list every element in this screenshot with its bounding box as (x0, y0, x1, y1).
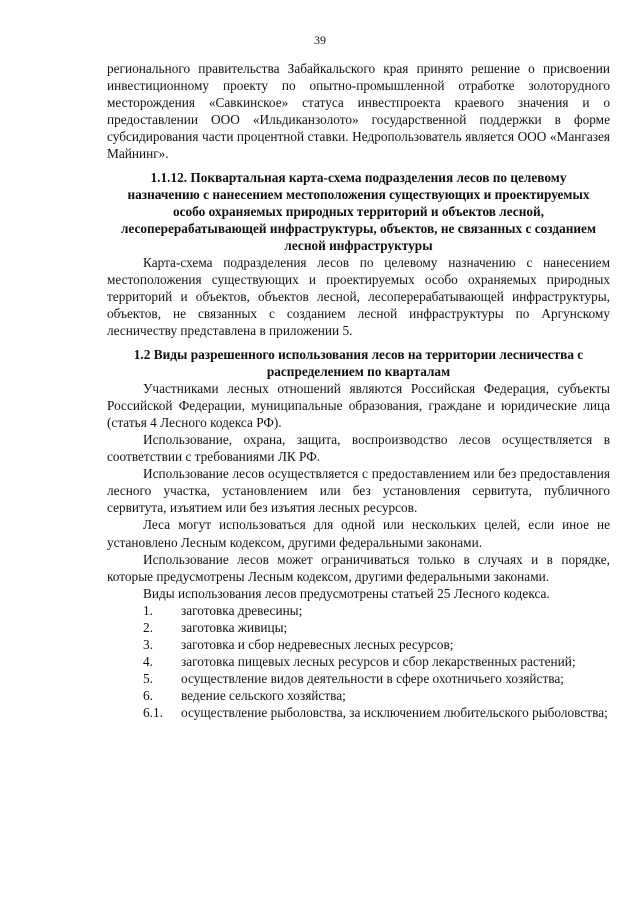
list-item (107, 636, 610, 653)
list-item-number: 6. (143, 688, 153, 704)
list-item (107, 670, 610, 687)
paragraph-usage-types: Виды использования лесов предусмотрены статьей 25 Лесного кодекса. (143, 585, 550, 601)
list-item-number: 3. (143, 637, 153, 653)
paragraph-usage-conditions: Использование лесов осуществляется с предоставлением или без предоставления лесного участка, установлением или без установления сервитута, публичного сервитута, изъятием или без изъятия лесных ресурсов. (107, 466, 610, 516)
list-item-text: заготовка пищевых лесных ресурсов и сбор лекарственных растений; (181, 654, 576, 670)
list-item (107, 653, 610, 670)
list-item (107, 602, 610, 619)
list-item-number: 6.1. (143, 705, 163, 721)
list-item-number: 2. (143, 620, 153, 635)
list-item (107, 704, 610, 721)
paragraph-usage-protection: Использование, охрана, защита, воспроизводство лесов осуществляется в соответствии с требованиями ЛК РФ. (107, 431, 610, 465)
section-1-1-12-paragraph: Карта-схема подразделения лесов по целевому назначению с нанесением местоположения существующих и проектируемых особо охраняемых природных территорий и объектов, объектов лесной, лесоперерабатывающей инфраструктуры, объектов, не связанных с созданием лесной инфраструктуры по Аргунскому лесничеству представлена в приложении 5. (107, 255, 610, 339)
list-item-text: заготовка и сбор недревесных лесных ресурсов; (181, 637, 454, 653)
intro-paragraph: регионального правительства Забайкальского края принято решение о присвоении инвестиционному проекту по опытно-промышленной отработке золоторудного месторождения «Савкинское» статуса инвестпроекта краевого значения и о предоставлении ООО «Ильдиканзолото» государственной поддержки в форме субсидирования части процентной ставки. Недропользователь является ООО «Мангазея Майнинг». (107, 61, 610, 162)
list-item-number: 1. (143, 602, 153, 618)
paragraph-restrictions: Использование лесов может ограничиваться только в случаях и в порядке, которые предусмотрены Лесным кодексом, другими федеральными законами. (107, 551, 610, 584)
page-content (107, 60, 610, 722)
list-item-text: ведение сельского хозяйства; (181, 688, 346, 704)
list-item (107, 687, 610, 704)
list-item-text: осуществление видов деятельности в сфере охотничьего хозяйства; (181, 671, 564, 687)
list-item (107, 619, 610, 636)
list-item-number: 5. (143, 671, 153, 687)
list-item-text: осуществление рыболовства, за исключением любительского рыболовства; (181, 705, 608, 721)
list-item-text: заготовка древесины; (181, 602, 303, 618)
page-number: 39 (314, 33, 326, 47)
list-item-text: заготовка живицы; (181, 620, 288, 635)
section-heading-1-1-12: 1.1.12. Поквартальная карта-схема подразделения лесов по целевому назначению с нанесением местоположения существующих и проектируемых особо охраняемых природных территорий и объектов лесной, лесоперерабатывающей инфраструктуры, объектов, не связанных с созданием лесной инфраструктуры (120, 169, 597, 253)
paragraph-multiple-purposes: Леса могут использоваться для одной или нескольких целей, если иное не установлено Лесным кодексом, другими федеральными законами. (107, 517, 610, 550)
section-heading-1-2: 1.2 Виды разрешенного использования лесов на территории лесничества с распределением по кварталам (133, 346, 584, 379)
list-item-number: 4. (143, 654, 153, 670)
paragraph-participants: Участниками лесных отношений являются Российская Федерация, субъекты Российской Федерации, муниципальные образования, граждане и юридические лица (статья 4 Лесного кодекса РФ). (107, 380, 610, 430)
